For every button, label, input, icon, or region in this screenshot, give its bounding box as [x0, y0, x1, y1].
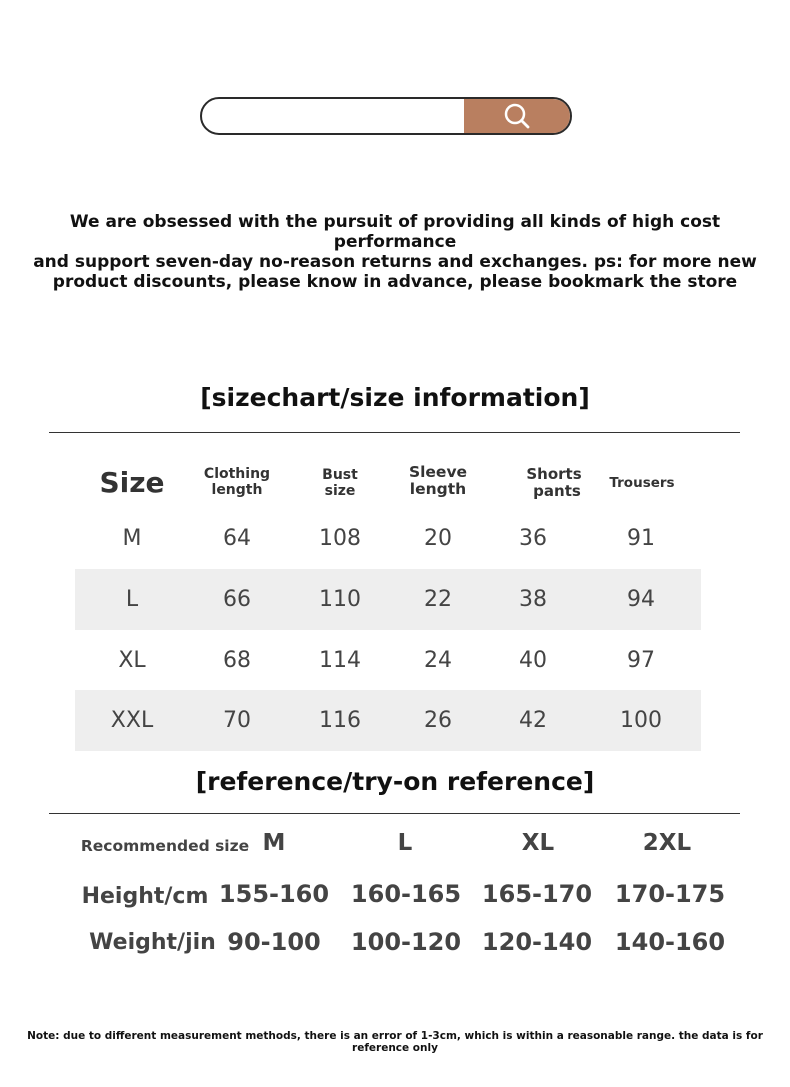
recommended-size-label: Recommended size: [80, 837, 250, 855]
cell-size: L: [125, 587, 139, 612]
weight-value: 120-140: [481, 928, 593, 956]
search-bar: [200, 97, 572, 135]
cell-bust-size: 110: [319, 587, 361, 612]
reference-divider: [49, 813, 740, 814]
weight-value: 140-160: [614, 928, 726, 956]
cell-trousers: 97: [627, 648, 655, 673]
header-sleeve-length: Sleeve length: [408, 463, 468, 498]
cell-size: XXL: [110, 708, 154, 733]
height-value: 165-170: [481, 880, 593, 908]
weight-label: Weight/jin: [89, 930, 216, 955]
search-button[interactable]: [464, 99, 570, 133]
weight-value: 90-100: [227, 928, 321, 956]
measurement-note: Note: due to different measurement methods, there is an error of 1-3cm, which is within a reasonable range. the data is for reference only: [27, 1030, 763, 1054]
header-trousers: Trousers: [609, 475, 675, 491]
size-chart-title: [sizechart/size information]: [200, 383, 590, 412]
search-icon: [502, 101, 532, 131]
size-chart-divider: [49, 432, 740, 433]
table-row: [75, 630, 701, 691]
header-shorts-pants: Shorts pants: [526, 465, 582, 500]
ref-size: L: [397, 830, 413, 856]
weight-value: 100-120: [350, 928, 462, 956]
cell-shorts-pants: 42: [519, 708, 547, 733]
ref-size: M: [262, 830, 286, 856]
cell-bust-size: 114: [319, 648, 361, 673]
header-bust-size: Bust size: [322, 467, 358, 499]
cell-trousers: 100: [620, 708, 662, 733]
ref-size: 2XL: [642, 830, 692, 856]
table-row: [75, 508, 701, 569]
height-value: 160-165: [350, 880, 462, 908]
cell-clothing-length: 68: [223, 648, 251, 673]
cell-shorts-pants: 40: [519, 648, 547, 673]
promo-line-3: product discounts, please know in advance, please bookmark the store: [52, 272, 738, 292]
cell-sleeve-length: 22: [424, 587, 452, 612]
height-value: 170-175: [614, 880, 726, 908]
cell-bust-size: 108: [319, 526, 361, 551]
reference-title: [reference/try-on reference]: [195, 767, 595, 796]
cell-sleeve-length: 20: [424, 526, 452, 551]
promo-text: [10, 212, 780, 292]
cell-clothing-length: 64: [223, 526, 251, 551]
cell-bust-size: 116: [319, 708, 361, 733]
height-label: Height/cm: [81, 884, 209, 909]
cell-shorts-pants: 38: [519, 587, 547, 612]
cell-size: XL: [118, 648, 146, 673]
cell-trousers: 94: [627, 587, 655, 612]
search-input[interactable]: [202, 99, 466, 133]
cell-clothing-length: 66: [223, 587, 251, 612]
promo-line-2: and support seven-day no-reason returns and exchanges. ps: for more new: [33, 252, 757, 272]
cell-clothing-length: 70: [223, 708, 251, 733]
table-row: [75, 569, 701, 630]
cell-size: M: [122, 526, 142, 551]
cell-sleeve-length: 24: [424, 648, 452, 673]
table-row: [75, 690, 701, 751]
cell-shorts-pants: 36: [519, 526, 547, 551]
cell-trousers: 91: [627, 526, 655, 551]
cell-sleeve-length: 26: [424, 708, 452, 733]
height-value: 155-160: [218, 880, 330, 908]
header-size: Size: [99, 466, 165, 499]
ref-size: XL: [521, 830, 555, 856]
promo-line-1: We are obsessed with the pursuit of providing all kinds of high cost performance: [69, 212, 721, 252]
header-clothing-length: Clothing length: [203, 466, 271, 498]
